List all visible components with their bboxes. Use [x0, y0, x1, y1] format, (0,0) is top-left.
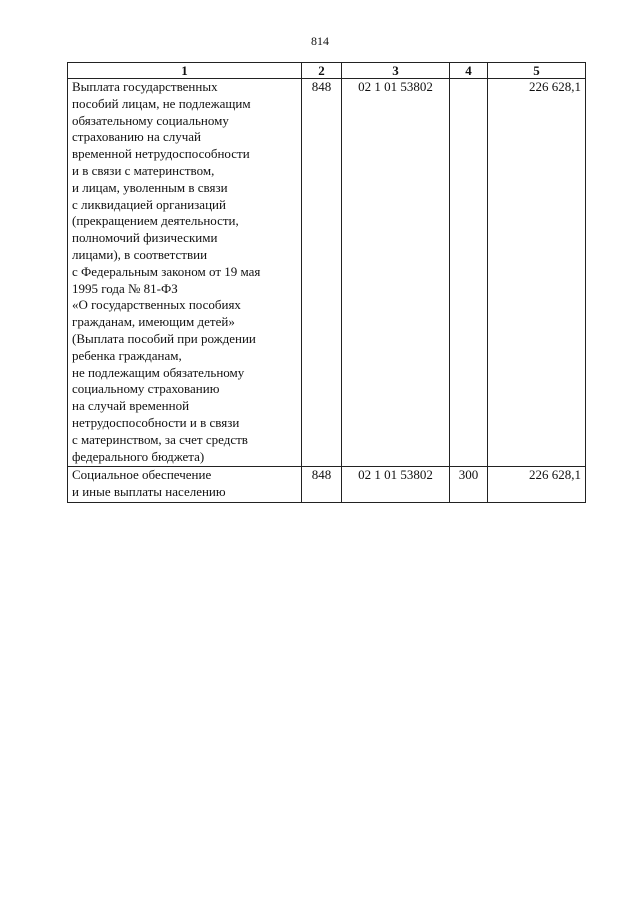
budget-table [67, 62, 586, 503]
row-description-cell: Социальное обеспечение и иные выплаты населению [68, 467, 302, 503]
row-target-article-cell: 02 1 01 53802 [342, 79, 450, 467]
row-expense-type-cell: 300 [450, 467, 488, 503]
table-row [68, 467, 586, 503]
row-admin-code-cell: 848 [302, 467, 342, 503]
column-header-5: 5 [488, 63, 586, 79]
column-header-2: 2 [302, 63, 342, 79]
row-amount-cell: 226 628,1 [488, 79, 586, 467]
column-header-1: 1 [68, 63, 302, 79]
table-body [68, 79, 586, 503]
table-row [68, 79, 586, 467]
row-description-cell: Выплата государственных пособий лицам, не подлежащим обязательному социальному страхованию на случай временной нетрудоспособности и в связи с материнством, и лицам, уволенным в связи с ликвидацией организаций (прекращением деятельности, полномочий физическими лицами), в соответствии с Федеральным законом от 19 мая 1995 года № 81-ФЗ «О государственных пособиях гражданам, имеющим детей» (Выплата пособий при рождении ребенка гражданам, не подлежащим обязательному социальному страхованию на случай временной нетрудоспособности и в связи с материнством, за счет средств федерального бюджета) [68, 79, 302, 467]
column-header-4: 4 [450, 63, 488, 79]
row-admin-code-cell: 848 [302, 79, 342, 467]
page-number: 814 [311, 34, 329, 48]
table-header-row [68, 63, 586, 79]
column-header-3: 3 [342, 63, 450, 79]
row-amount-cell: 226 628,1 [488, 467, 586, 503]
row-expense-type-cell [450, 79, 488, 467]
row-target-article-cell: 02 1 01 53802 [342, 467, 450, 503]
